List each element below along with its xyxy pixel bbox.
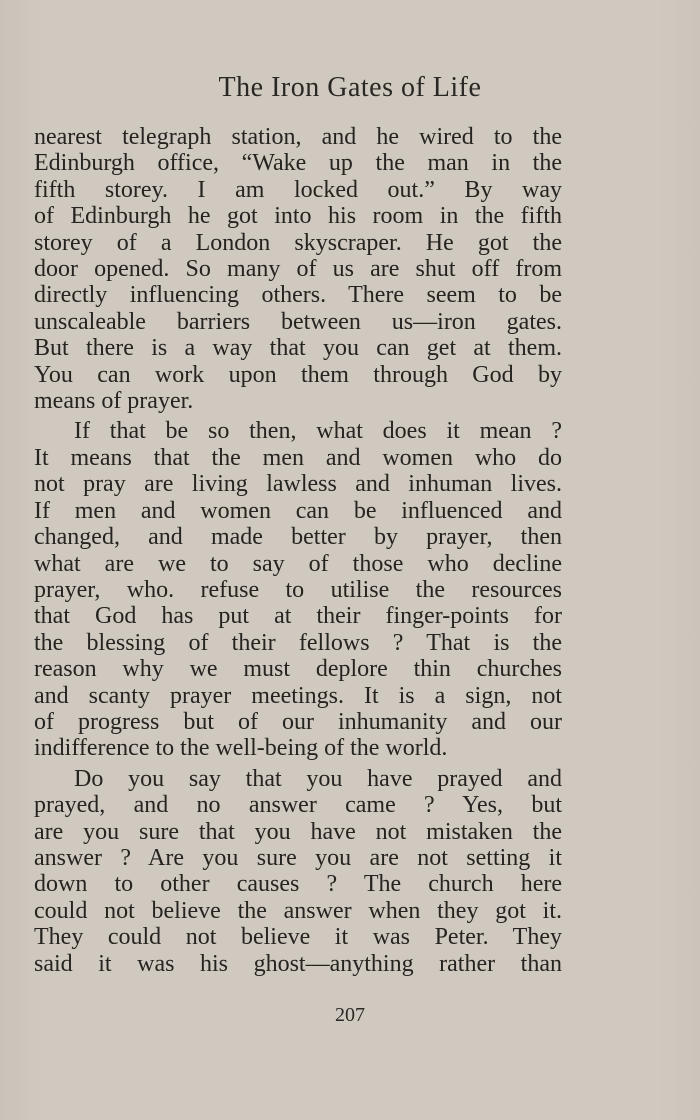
text-line: prayed, and no answer came ? Yes, but xyxy=(34,792,562,819)
paragraph-3 xyxy=(34,766,562,977)
text-line: indifference to the well-being of the world. xyxy=(34,735,448,762)
page-number: 207 xyxy=(335,1004,365,1026)
text-line: nearest telegraph station, and he wired to the xyxy=(34,124,562,150)
text-line: door opened. So many of us are shut off from xyxy=(34,256,562,283)
text-line: directly influencing others. There seem to be xyxy=(34,282,562,309)
text-line: down to other causes ? The church here xyxy=(34,871,562,898)
text-line: fifth storey. I am locked out.” By way xyxy=(34,176,562,203)
paragraph-1 xyxy=(34,124,562,414)
text-line: You can work upon them through God by xyxy=(34,361,562,388)
text-line: of progress but of our inhumanity and our xyxy=(34,708,562,735)
text-line: It means that the men and women who do xyxy=(34,444,562,471)
text-line: not pray are living lawless and inhuman lives. xyxy=(34,471,562,498)
text-line: Edinburgh office, “Wake up the man in the xyxy=(34,150,562,177)
text-line: means of prayer. xyxy=(34,388,194,415)
text-line: and scanty prayer meetings. It is a sign, not xyxy=(34,682,562,709)
text-line: the blessing of their fellows ? That is the xyxy=(34,629,562,656)
text-line: They could not believe it was Peter. They xyxy=(34,924,562,951)
text-line: could not believe the answer when they got it. xyxy=(34,897,562,924)
text-line: what are we to say of those who decline xyxy=(34,550,562,577)
text-line: changed, and made better by prayer, then xyxy=(34,524,562,551)
text-line: If that be so then, what does it mean ? xyxy=(74,418,562,445)
text-line: are you sure that you have not mistaken the xyxy=(34,818,562,845)
text-line: Do you say that you have prayed and xyxy=(74,765,562,792)
text-line: of Edinburgh he got into his room in the fifth xyxy=(34,203,562,230)
text-line: that God has put at their finger-points for xyxy=(34,603,562,630)
text-line: But there is a way that you can get at them. xyxy=(34,335,562,362)
text-line: answer ? Are you sure you are not setting it xyxy=(34,844,562,871)
text-line: prayer, who. refuse to utilise the resources xyxy=(34,576,562,603)
running-head: The Iron Gates of Life xyxy=(218,72,482,103)
text-line: storey of a London skyscraper. He got the xyxy=(34,229,562,256)
body-text xyxy=(34,124,562,977)
text-line: said it was his ghost—anything rather than xyxy=(34,950,562,977)
text-line: unscaleable barriers between us—iron gates. xyxy=(34,308,562,335)
paragraph-2 xyxy=(34,418,562,761)
text-line: reason why we must deplore thin churches xyxy=(34,656,562,683)
text-line: If men and women can be influenced and xyxy=(34,497,562,524)
